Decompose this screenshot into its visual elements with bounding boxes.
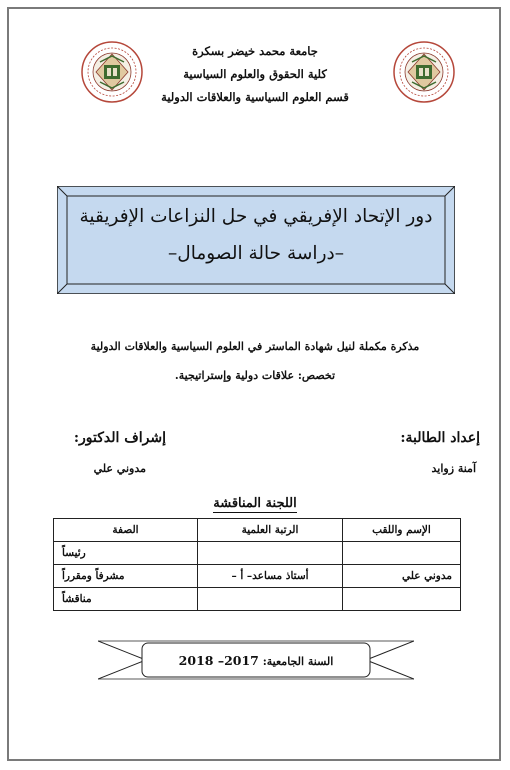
table-row [54,542,461,565]
university-name: جامعة محمد خيضر بسكرة [192,44,318,58]
member-name [343,588,461,611]
academic-year [98,653,414,668]
university-seal-left [80,40,144,104]
header-rank: الرتبة العلمية [198,519,343,542]
member-name: مدوني علي [343,565,461,588]
specialization: تخصص: علاقات دولية وإستراتيجية. [174,369,336,382]
faculty-name: كلية الحقوق والعلوم السياسية [183,67,327,81]
title-box-shape [57,186,455,294]
student-label: إعداد الطالبة: [400,430,480,446]
academic-year-value: 2017– 2018 [178,653,259,668]
member-rank: أستاذ مساعد– أ – [198,565,343,588]
member-role: مشرفاً ومقرراً [54,565,198,588]
committee-title: اللجنة المناقشة [213,496,297,511]
supervisor-label: إشراف الدكتور: [73,430,166,446]
department-name: قسم العلوم السياسية والعلاقات الدولية [161,90,349,104]
member-name [343,542,461,565]
table-row [54,565,461,588]
academic-year-banner [98,637,414,683]
member-rank [198,542,343,565]
member-role: رئيساً [54,542,198,565]
university-seal-right [392,40,456,104]
committee-table [53,518,461,611]
thesis-title-line1: دور الإتحاد الإفريقي في حل النزاعات الإفريقية [79,206,433,227]
thesis-title-line2: –دراسة حالة الصومال– [168,243,344,264]
header-name: الإسم واللقب [343,519,461,542]
member-rank [198,588,343,611]
supervisor-name: مدوني علي [93,462,146,475]
member-role: مناقشاً [54,588,198,611]
academic-year-label: السنة الجامعية: [262,655,334,668]
header-role: الصفة [54,519,198,542]
thesis-title-box [57,186,455,294]
institution-header [150,40,360,109]
table-header-row [54,519,461,542]
table-row [54,588,461,611]
student-name: آمنة زوايد [431,462,476,475]
memo-description: مذكرة مكملة لنيل شهادة الماستر في العلوم السياسية والعلاقات الدولية [90,340,420,353]
